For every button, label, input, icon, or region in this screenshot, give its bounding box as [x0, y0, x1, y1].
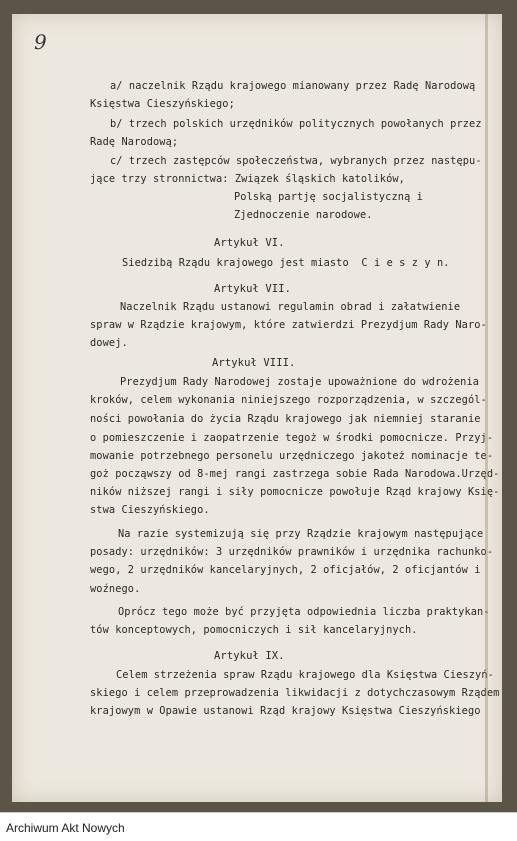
text-line: dowej. [90, 337, 128, 349]
text-line: a/ naczelnik Rządu krajowego mianowany przez Radę Narodową [110, 80, 476, 92]
text-line: Na razie systemizują się przy Rządzie krajowym następujące [118, 528, 484, 540]
text-line: krajowym w Opawie ustanowi Rząd krajowy Księstwa Cieszyńskiego [90, 705, 481, 717]
text-line: woźnego. [90, 583, 141, 595]
article-heading: Artykuł VIII. [212, 357, 296, 369]
text-line: Naczelnik Rządu ustanowi regulamin obrad i załatwienie [120, 301, 461, 313]
text-line: spraw w Rządzie krajowym, które zatwierdzi Prezydjum Rady Naro- [90, 319, 487, 331]
article-heading: Artykuł VI. [214, 237, 285, 249]
text-line: jące trzy stronnictwa: Związek śląskich katolików, [90, 173, 405, 185]
text-line: c/ trzech zastępców społeczeństwa, wybranych przez następu- [110, 155, 482, 167]
text-line: posady: urzędników: 3 urzędników prawników i urzędnika rachunko- [90, 546, 494, 558]
document-page [12, 14, 502, 802]
text-line: Księstwa Cieszyńskiego; [90, 98, 235, 110]
text-line: b/ trzech polskich urzędników politycznych powołanych przez [110, 118, 482, 130]
text-line: Siedzibą Rządu krajowego jest miasto C i e s z y n. [122, 257, 450, 269]
archive-footer [0, 812, 517, 841]
text-line: Prezydjum Rady Narodowej zostaje upoważnione do wdrożenia [120, 376, 480, 388]
text-line: goż począwszy od 8-mej rangi zastrzega sobie Rada Narodowa.Urzęd- [90, 468, 500, 480]
text-line: ności powołania do życia Rządu krajowego jak niemniej staranie [90, 413, 481, 425]
text-line: mowanie potrzebnego personelu urzędniczego jakoteż nominacje te- [90, 450, 494, 462]
text-line: Polską partję socjalistyczną i [234, 191, 423, 203]
text-line: Celem strzeżenia spraw Rządu krajowego dla Księstwa Cieszyń- [116, 669, 494, 681]
article-heading: Artykuł IX. [214, 650, 285, 662]
text-line: skiego i celem przeprowadzenia likwidacji z dotychczasowym Rządem [90, 687, 500, 699]
text-line: Oprócz tego może być przyjęta odpowiednia liczba praktykan- [118, 606, 490, 618]
text-line: ników niższej rangi i siły pomocnicze powołuje Rząd krajowy Księ- [90, 486, 500, 498]
text-line: wego, 2 urzędników kancelaryjnych, 2 oficjałów, 2 oficjantów i [90, 564, 481, 576]
archive-label: Archiwum Akt Nowych [6, 821, 125, 835]
text-line: Radę Narodową; [90, 136, 179, 148]
text-line: tów konceptowych, pomocniczych i sił kancelaryjnych. [90, 624, 418, 636]
text-line: o pomieszczenie i zaopatrzenie tegoż w środki pomocnicze. Przyj- [90, 432, 494, 444]
text-line: stwa Cieszyńskiego. [90, 504, 210, 516]
text-line: Zjednoczenie narodowe. [234, 209, 373, 221]
article-heading: Artykuł VII. [214, 283, 292, 295]
text-line: kroków, celem wykonania niniejszego rozporządzenia, w szczegól- [90, 394, 487, 406]
page-number: 9 [34, 30, 47, 54]
